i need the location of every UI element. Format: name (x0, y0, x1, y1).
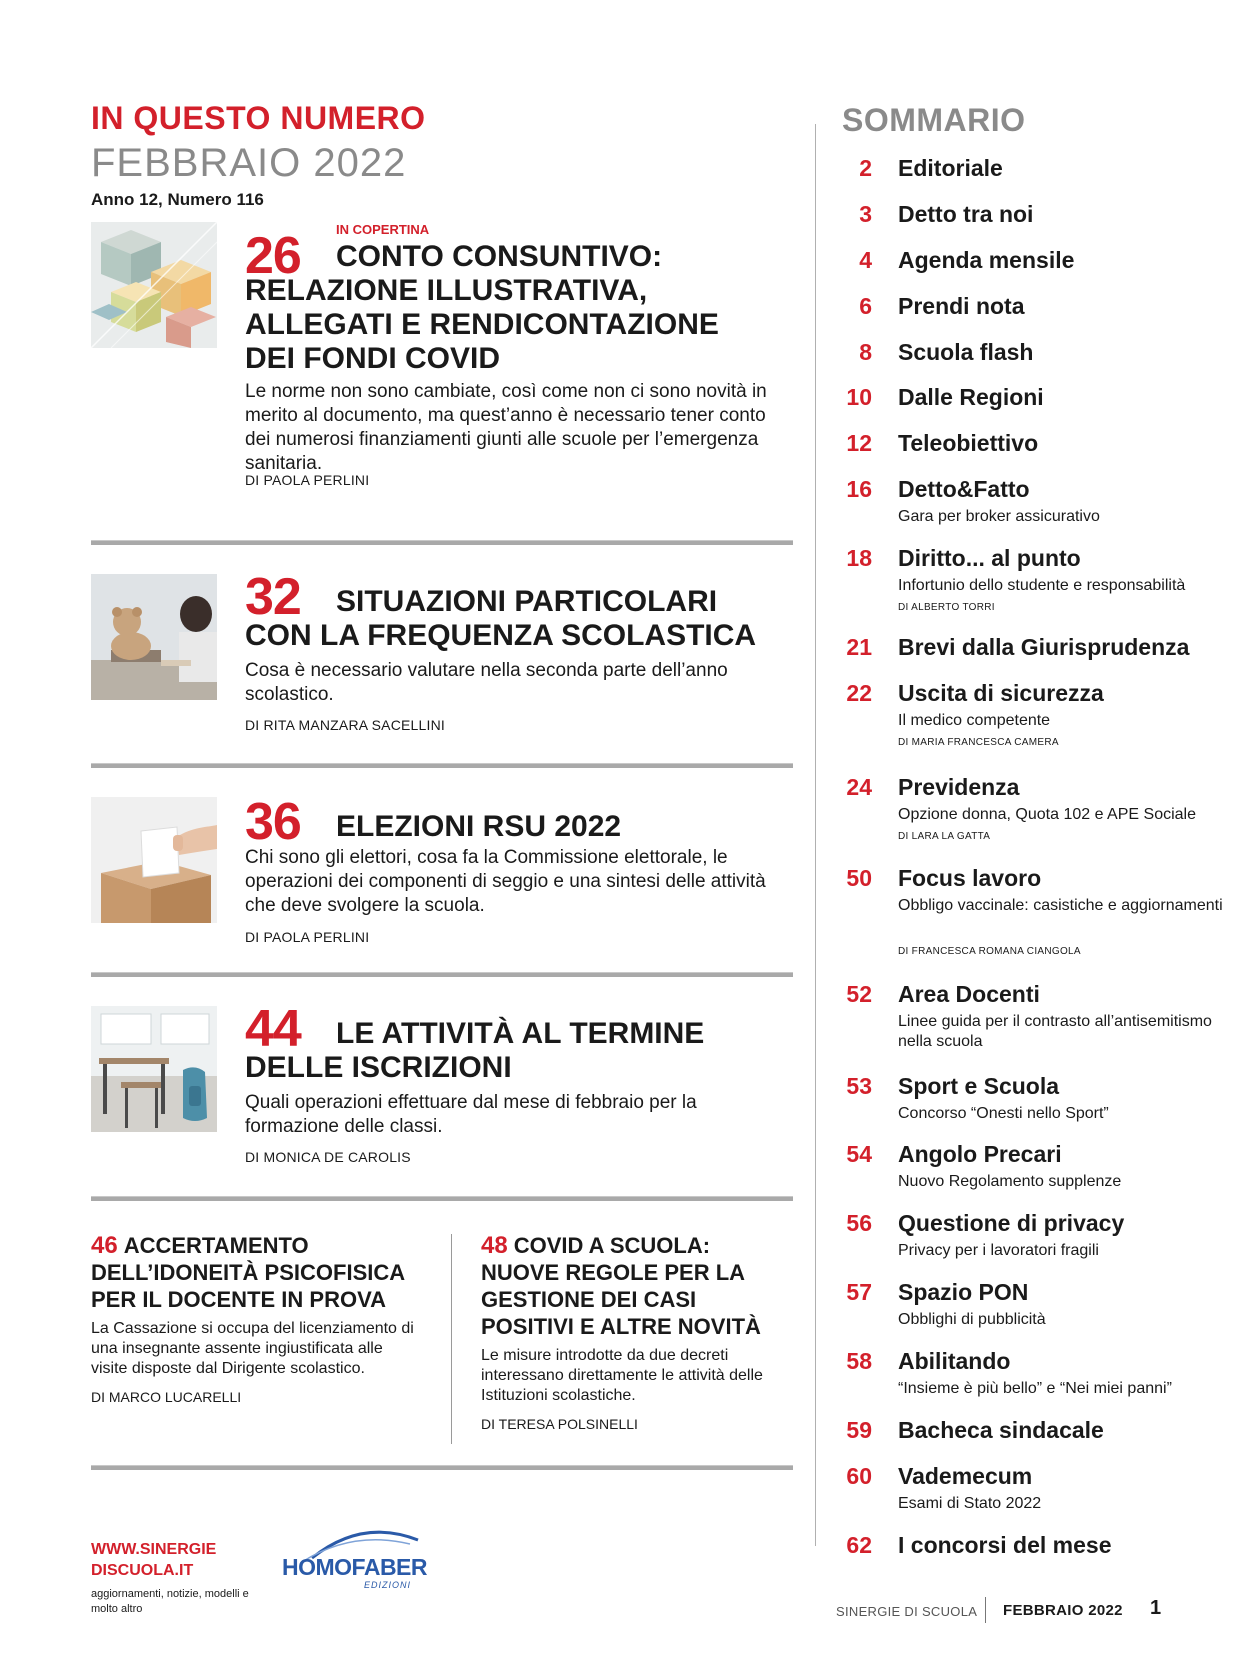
toc-label: Brevi dalla Giurisprudenza (898, 634, 1190, 660)
toc-author: DI LARA LA GATTA (898, 831, 991, 842)
feature-author: DI MONICA DE CAROLIS (245, 1149, 411, 1165)
feature-page-number: 26 (245, 227, 301, 285)
toc-label: Editoriale (898, 155, 1003, 181)
sidebar-divider (815, 124, 816, 1546)
issue-kicker: IN QUESTO NUMERO (91, 100, 426, 136)
column-separator (451, 1234, 452, 1444)
thumbnail-ballot-box-image (91, 797, 217, 923)
footer-date: FEBBRAIO 2022 (1003, 1602, 1123, 1619)
toc-subtitle: Opzione donna, Quota 102 e APE Sociale (898, 806, 1196, 823)
toc-subtitle: Linee guida per il contrasto all’antisemitismo nella scuola (898, 1013, 1212, 1050)
feature-title-line: ELEZIONI RSU 2022 (336, 810, 622, 843)
toc-author: DI ALBERTO TORRI (898, 602, 995, 613)
section-divider (91, 1465, 793, 1470)
column-abstract: La Cassazione si occupa del licenziamento di una insegnante assente ingiustificata alle visite disposte dal Dirigente scolastico. (91, 1320, 414, 1377)
toc-label: Diritto... al punto (898, 545, 1081, 571)
toc-page-number: 6 (859, 293, 872, 319)
feature-article-32[interactable] (91, 568, 793, 741)
feature-title-line: DELLE ISCRIZIONI (245, 1051, 512, 1084)
toc-page-number: 3 (859, 201, 872, 227)
issue-date: FEBBRAIO 2022 (91, 141, 407, 185)
toc-page-number: 21 (846, 634, 872, 660)
feature-abstract: Chi sono gli elettori, cosa fa la Commissione elettorale, le operazioni dei componenti di seggio e una sintesi delle attività che deve svolgere la scuola. (245, 847, 766, 916)
column-title (91, 1232, 421, 1313)
toc-page-number: 16 (846, 476, 872, 502)
feature-title-line: DEI FONDI COVID (245, 342, 501, 375)
toc-subtitle: Infortunio dello studente e responsabilità (898, 577, 1186, 594)
toc-page-number: 10 (846, 384, 872, 410)
feature-title-line: CONTO CONSUNTIVO: (336, 240, 663, 273)
toc-label: Prendi nota (898, 293, 1025, 319)
feature-abstract: Le norme non sono cambiate, così come non ci sono novità in merito al documento, ma quest’anno è necessario tener conto dei numerosi finanziamenti giunti alle scuole per l’emergenza sanitaria. (245, 381, 767, 474)
toc-label: Previdenza (898, 774, 1020, 800)
feature-page-number: 32 (245, 568, 301, 626)
column-author: DI MARCO LUCARELLI (91, 1389, 242, 1405)
feature-article-26[interactable] (91, 222, 793, 492)
toc-author: DI MARIA FRANCESCA CAMERA (898, 737, 1059, 748)
feature-abstract: Quali operazioni effettuare dal mese di febbraio per la formazione delle classi. (245, 1092, 697, 1137)
toc-label: Vademecum (898, 1463, 1033, 1489)
publisher-logo (282, 1528, 427, 1598)
toc-label: Questione di privacy (898, 1210, 1125, 1236)
toc-subtitle: Gara per broker assicurativo (898, 508, 1100, 525)
toc-label: Focus lavoro (898, 865, 1042, 891)
toc-subtitle: Il medico competente (898, 712, 1051, 729)
toc-subtitle: Esami di Stato 2022 (898, 1495, 1042, 1512)
feature-page-number: 44 (245, 1000, 301, 1058)
issue-number: Anno 12, Numero 116 (91, 190, 264, 209)
feature-kicker: IN COPERTINA (336, 222, 430, 237)
column-author: DI TERESA POLSINELLI (481, 1416, 638, 1432)
toc-page-number: 53 (846, 1073, 872, 1099)
section-divider (91, 972, 793, 977)
feature-author: DI PAOLA PERLINI (245, 929, 370, 945)
column-article-48[interactable] (481, 1232, 781, 1432)
toc-page-number: 52 (846, 981, 872, 1007)
thumbnail-cubes-image (91, 222, 217, 348)
section-divider (91, 1196, 793, 1201)
toc-subtitle: “Insieme è più bello” e “Nei miei panni” (898, 1380, 1172, 1397)
thumbnail-teddy-bear-image (91, 574, 217, 700)
feature-title-line: RELAZIONE ILLUSTRATIVA, (245, 274, 648, 307)
column-abstract: Le misure introdotte da due decreti interessano direttamente le attività delle Istituzioni scolastiche. (481, 1347, 763, 1404)
footer-separator (985, 1597, 986, 1623)
toc-subtitle: Obblighi di pubblicità (898, 1311, 1046, 1328)
toc-page-number: 24 (846, 774, 872, 800)
feature-abstract: Cosa è necessario valutare nella seconda parte dell’anno scolastico. (245, 660, 728, 705)
toc-page-number: 8 (859, 339, 872, 365)
feature-page-number: 36 (245, 793, 301, 851)
toc-page-number: 58 (846, 1348, 872, 1374)
toc-label: Abilitando (898, 1348, 1011, 1374)
toc-label: Sport e Scuola (898, 1073, 1060, 1099)
section-divider (91, 763, 793, 768)
website-link[interactable] (91, 1539, 216, 1581)
page-number: 1 (1150, 1597, 1162, 1619)
column-page-number: 48 (481, 1232, 508, 1259)
toc-subtitle: Concorso “Onesti nello Sport” (898, 1105, 1109, 1122)
feature-article-44[interactable] (91, 1000, 793, 1173)
website-line: WWW.SINERGIE (91, 1541, 217, 1558)
toc-page-number: 54 (846, 1141, 872, 1167)
column-title-text: COVID A SCUOLA: NUOVE REGOLE PER LA GESTIONE DEI CASI POSITIVI E ALTRE NOVITÀ (481, 1233, 761, 1339)
toc-label: Scuola flash (898, 339, 1034, 365)
feature-title-line: SITUAZIONI PARTICOLARI (336, 585, 718, 618)
feature-author: DI RITA MANZARA SACELLINI (245, 717, 446, 733)
column-article-46[interactable] (91, 1232, 421, 1405)
toc-subtitle: Obbligo vaccinale: casistiche e aggiornamenti (898, 897, 1223, 914)
feature-article-36[interactable] (91, 794, 793, 964)
toc-label: Detto&Fatto (898, 476, 1030, 502)
toc-page-number: 62 (846, 1532, 872, 1558)
toc-label: Bacheca sindacale (898, 1417, 1104, 1443)
toc-label: Angolo Precari (898, 1141, 1062, 1167)
feature-title-line: LE ATTIVITÀ AL TERMINE (336, 1017, 705, 1050)
toc-label: I concorsi del mese (898, 1532, 1112, 1558)
magazine-name: SINERGIE DI SCUOLA (836, 1604, 978, 1619)
toc-label: Uscita di sicurezza (898, 680, 1104, 706)
column-title (481, 1232, 781, 1340)
logo-text: HOMOFABER (282, 1554, 427, 1580)
section-divider (91, 540, 793, 545)
toc-page-number: 60 (846, 1463, 872, 1489)
toc-author: DI FRANCESCA ROMANA CIANGOLA (898, 946, 1081, 957)
toc-page-number: 18 (846, 545, 872, 571)
sommario-title: SOMMARIO (842, 102, 1026, 138)
toc-label: Area Docenti (898, 981, 1040, 1007)
toc-page-number: 50 (846, 865, 872, 891)
toc-label: Agenda mensile (898, 247, 1075, 273)
feature-title-line: ALLEGATI E RENDICONTAZIONE (245, 308, 719, 341)
website-line: DISCUOLA.IT (91, 1562, 194, 1579)
column-title-text: ACCERTAMENTO DELL’IDONEITÀ PSICOFISICA PER IL DOCENTE IN PROVA (91, 1233, 405, 1312)
feature-title-line: CON LA FREQUENZA SCOLASTICA (245, 619, 757, 652)
toc-subtitle: Privacy per i lavoratori fragili (898, 1242, 1099, 1259)
toc-label: Teleobiettivo (898, 430, 1039, 456)
toc-label: Dalle Regioni (898, 384, 1044, 410)
website-tagline: aggiornamenti, notizie, modelli e molto altro (91, 1588, 249, 1615)
toc-page-number: 22 (846, 680, 872, 706)
feature-author: DI PAOLA PERLINI (245, 472, 370, 488)
column-page-number: 46 (91, 1232, 118, 1259)
toc-page-number: 59 (846, 1417, 872, 1443)
toc-page-number: 2 (859, 155, 872, 181)
thumbnail-classroom-image (91, 1006, 217, 1132)
logo-subtext: EDIZIONI (364, 1580, 412, 1590)
toc-page-number: 57 (846, 1279, 872, 1305)
toc-label: Spazio PON (898, 1279, 1029, 1305)
toc-page-number: 4 (859, 247, 872, 273)
toc-label: Detto tra noi (898, 201, 1034, 227)
toc-page-number: 12 (846, 430, 872, 456)
toc-page-number: 56 (846, 1210, 872, 1236)
toc-subtitle: Nuovo Regolamento supplenze (898, 1173, 1122, 1190)
